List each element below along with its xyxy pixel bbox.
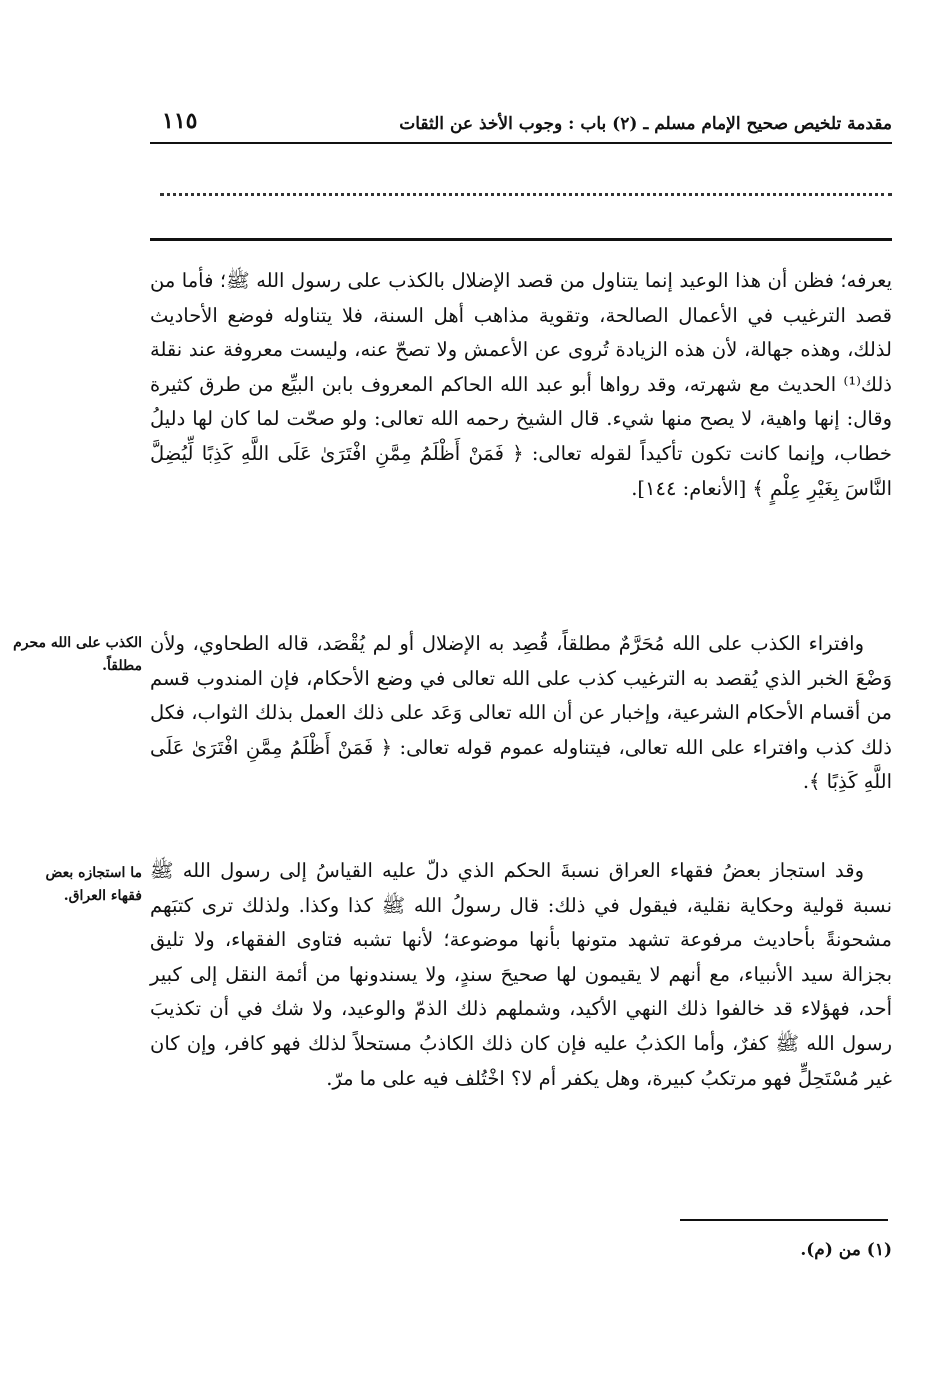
footnote: (١) من (م). xyxy=(800,1240,892,1260)
running-title: مقدمة تلخيص صحيح الإمام مسلم ـ (٢) باب : وجوب الأخذ عن الثقات xyxy=(399,114,892,134)
section-rule xyxy=(150,238,892,241)
paragraph-2: وافتراء الكذب على الله مُحَرَّمٌ مطلقاً، قُصِد به الإضلال أو لم يُقْصَد، قاله الطحاوي، ولأن وَضْعَ الخبر الذي يُقصد به الترغيب كذب على الله تعالى في وضع الأحكام، فإن المندوب قسم من أقسام الأحكام الشرعية، وإخبار عن أن الله تعالى وَعَد على ذلك العمل بذلك الثواب، فكل ذلك كذب وافتراء على الله تعالى، فيتناوله عموم قوله تعالى: ﴿ فَمَنْ أَظْلَمُ مِمَّنِ افْتَرَىٰ عَلَى اللَّهِ كَذِبًا ﴾. xyxy=(150,632,892,794)
header-rule xyxy=(150,142,892,144)
paragraph-1: يعرفه؛ فظن أن هذا الوعيد إنما يتناول من قصد الإضلال بالكذب على رسول الله ﷺ؛ فأما من قصد الترغيب في الأعمال الصالحة، وتقوية مذاهب أهل السنة، فلا يتناوله فوضع الأحاديث لذلك، وهذه جهالة، لأن هذه الزيادة تُروى عن الأعمش ولا تصحّ عنه، وليست معروفة عند نقلة ذلك⁽¹⁾ الحديث مع شهرته، وقد رواها أبو عبد الله الحاكم المعروف بابن البيِّع من طرق كثيرة وقال: إنها واهية، لا يصح منها شيء. قال الشيخ رحمه الله تعالى: ولو صحّت لما كان لها دليلُ خطاب، وإنما كانت تكون تأكيداً لقوله تعالى: ﴿ فَمَنْ أَظْلَمُ مِمَّنِ افْتَرَىٰ عَلَى اللَّهِ كَذِبًا لِّيُضِلَّ النَّاسَ بِغَيْرِ عِلْمٍ ﴾ [الأنعام: ١٤٤]. xyxy=(150,269,892,500)
dotted-separator xyxy=(160,193,892,196)
paragraph-3: وقد استجاز بعضُ فقهاء العراق نسبةَ الحكم الذي دلّ عليه القياسُ إلى رسول الله ﷺ نسبة قولية وحكاية نقلية، فيقول في ذلك: قال رسولُ الله ﷺ كذا وكذا. ولذلك ترى كتبَهم مشحونةً بأحاديث مرفوعة تشهد متونها بأنها موضوعة؛ لأنها تشبه فتاوى الفقهاء، ولا تليق بجزالة سيد الأنبياء، مع أنهم لا يقيمون لها صحيحَ سندٍ، ولا يسندونها من أئمة النقل إلى كبير أحد، فهؤلاء قد خالفوا ذلك النهي الأكيد، وشملهم ذلك الذمّ والوعيد، ولا شك في أن تكذيبَ رسول الله ﷺ كفرٌ، وأما الكذبُ عليه فإن كان ذلك الكاذبُ مستحلاً لذلك فهو كافر، وإن كان غير مُسْتَحِلٍّ فهو مرتكبُ كبيرة، وهل يكفر أم لا؟ اخْتُلف فيه على ما مرّ. xyxy=(150,859,892,1090)
page-header xyxy=(150,108,892,142)
margin-note-lying-forbidden: الكذب على الله محرم مطلقاً. xyxy=(13,635,142,674)
margin-note-iraq-jurists: ما استجازه بعض فقهاء العراق. xyxy=(45,865,142,904)
page-number: ١١٥ xyxy=(162,108,198,134)
footnote-rule xyxy=(680,1219,888,1221)
